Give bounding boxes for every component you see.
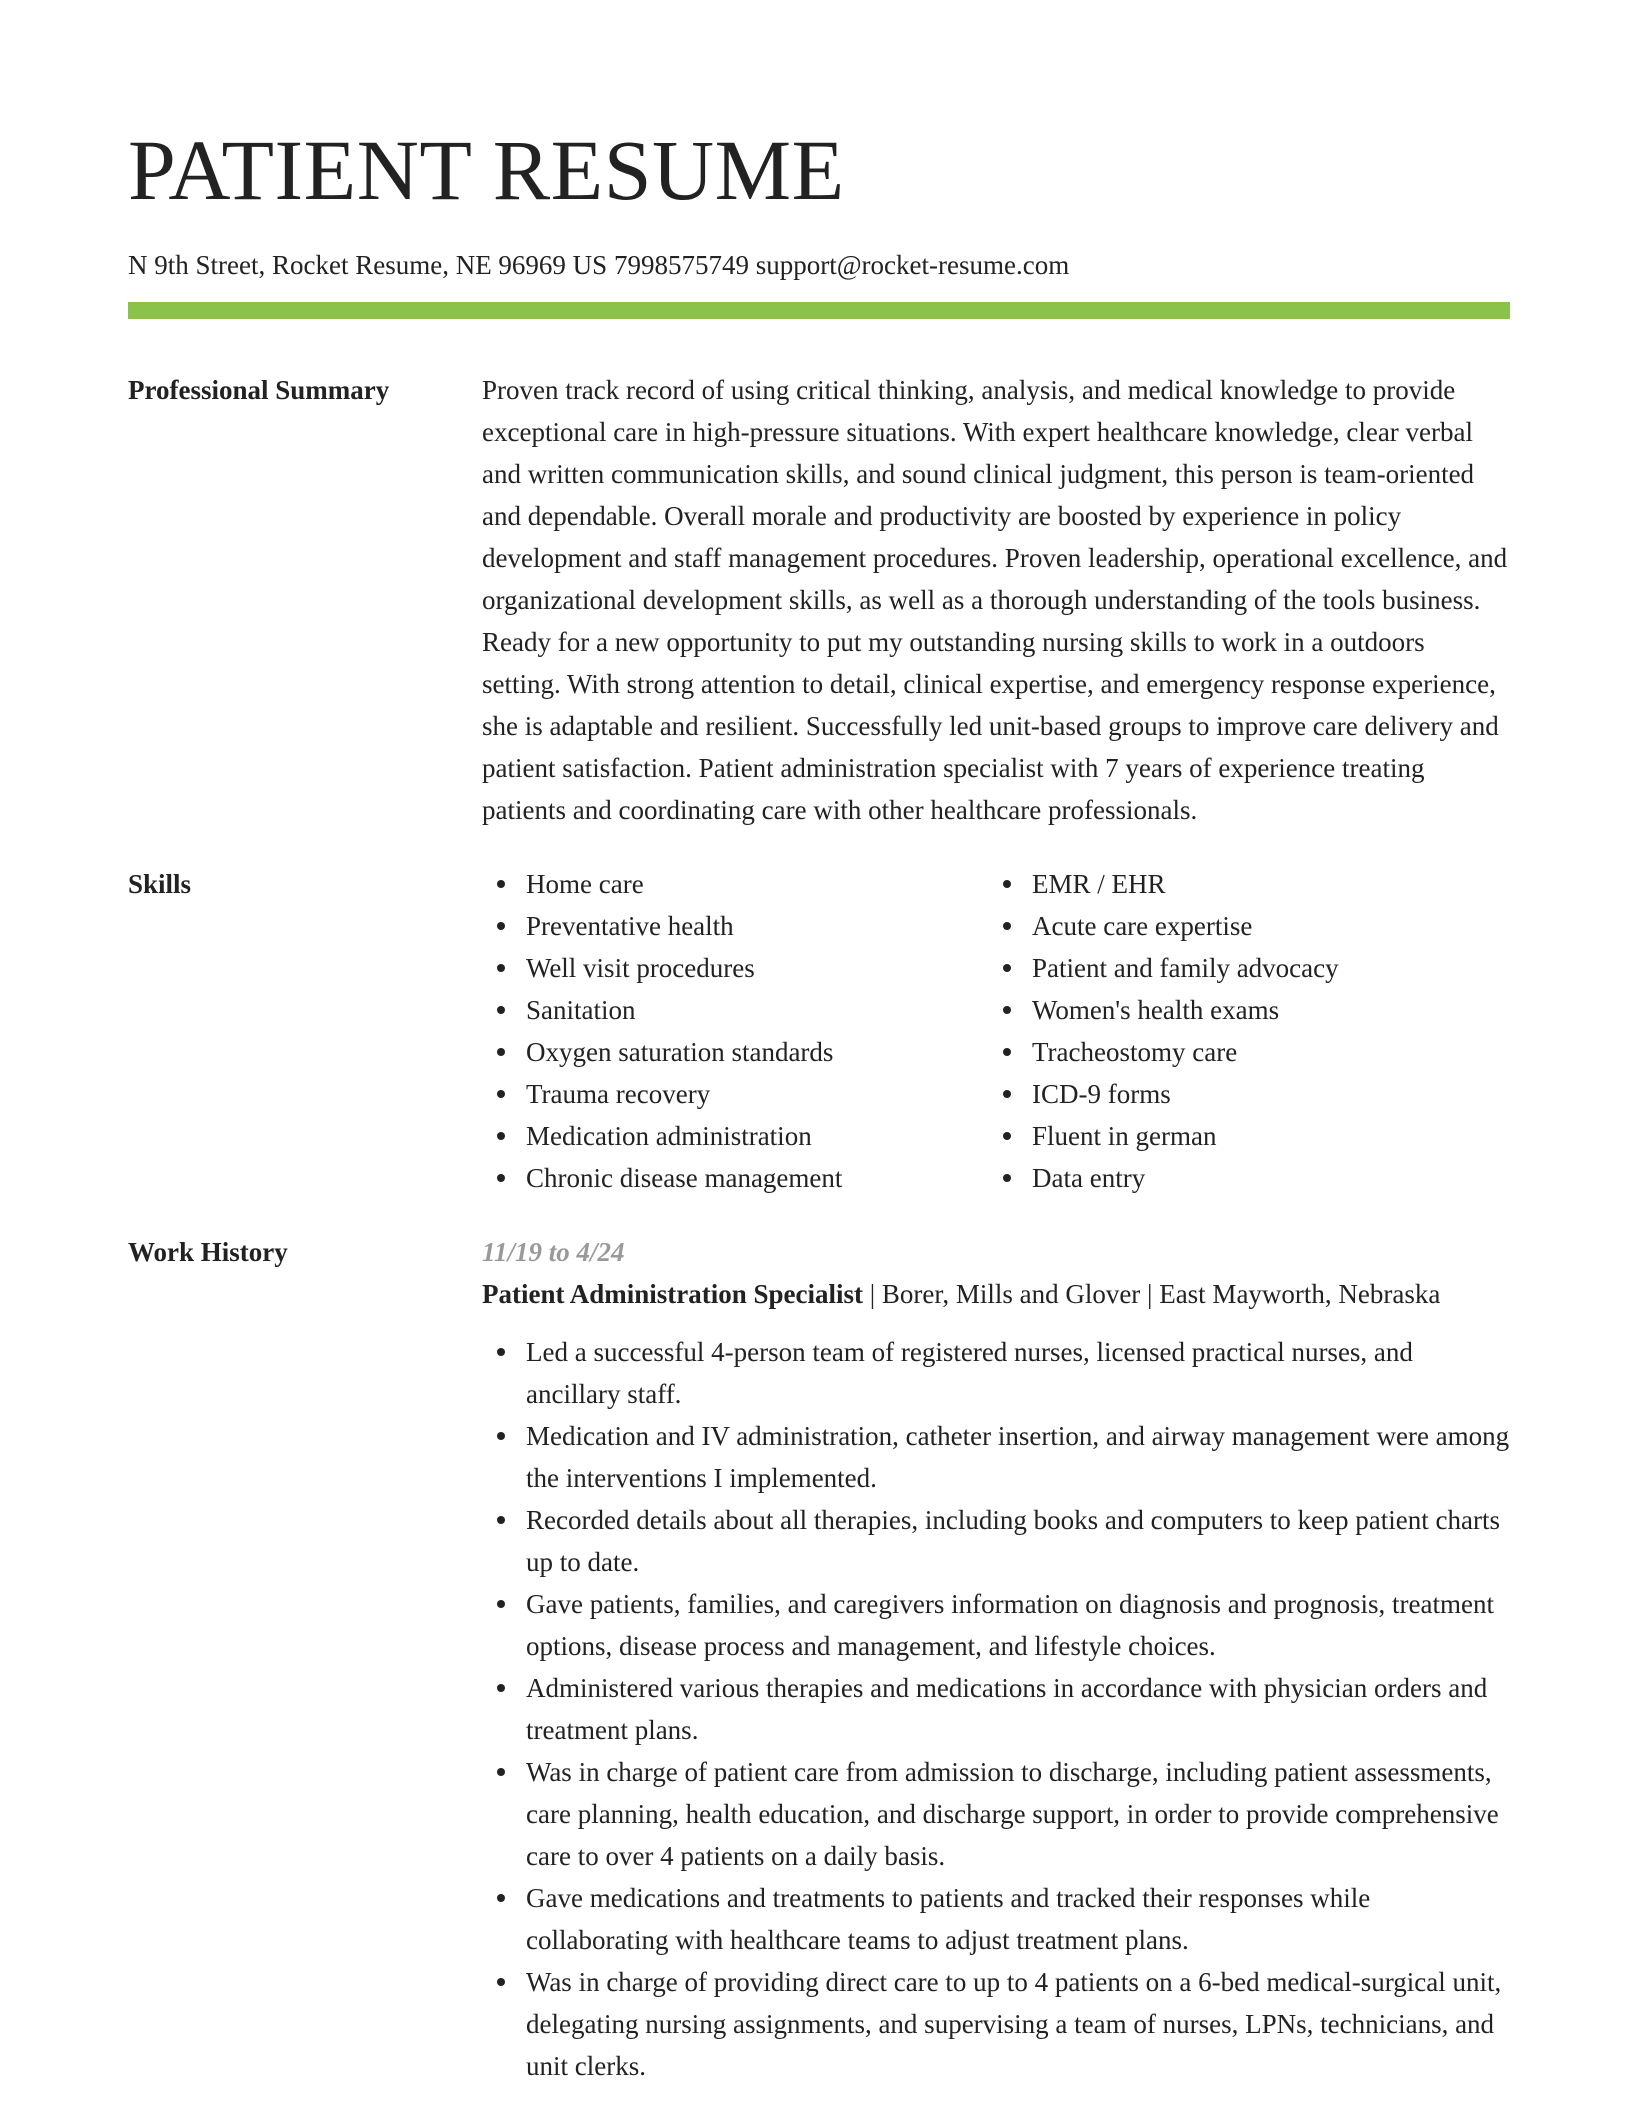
- skill-item: Medication administration: [482, 1115, 988, 1157]
- skill-item: Fluent in german: [988, 1115, 1494, 1157]
- skill-item: ICD-9 forms: [988, 1073, 1494, 1115]
- job-bullet: Led a successful 4-person team of registered nurses, licensed practical nurses, and ancillary staff.: [482, 1331, 1510, 1415]
- work-history-heading: Work History: [128, 1237, 288, 1267]
- resume-name: PATIENT RESUME: [128, 122, 845, 218]
- skill-item: Oxygen saturation standards: [482, 1031, 988, 1073]
- skill-item: Preventative health: [482, 905, 988, 947]
- skill-item: Acute care expertise: [988, 905, 1494, 947]
- contact-info: N 9th Street, Rocket Resume, NE 96969 US 7998575749 support@rocket-resume.com: [128, 250, 1070, 280]
- job-bullet: Gave medications and treatments to patients and tracked their responses while collaborating with healthcare teams to adjust treatment plans.: [482, 1877, 1510, 1961]
- job-bullet-list: [482, 1331, 1510, 2087]
- skill-item: Women's health exams: [988, 989, 1494, 1031]
- skills-list-left: [482, 863, 988, 1199]
- skill-item: Trauma recovery: [482, 1073, 988, 1115]
- skill-item: EMR / EHR: [988, 863, 1494, 905]
- summary-heading: Professional Summary: [128, 375, 390, 405]
- skills-heading: Skills: [128, 869, 192, 899]
- skill-item: Home care: [482, 863, 988, 905]
- summary-section: [128, 369, 1510, 831]
- job-bullet: Medication and IV administration, catheter insertion, and airway management were among the interventions I implemented.: [482, 1415, 1510, 1499]
- job-heading-line: [482, 1273, 1510, 1315]
- skill-item: Patient and family advocacy: [988, 947, 1494, 989]
- skills-section: [128, 863, 1510, 1199]
- skills-list-right: [988, 863, 1494, 1199]
- job-bullet: Was in charge of patient care from admission to discharge, including patient assessments, care planning, health education, and discharge support, in order to provide comprehensive care to over 4 patients on a daily basis.: [482, 1751, 1510, 1877]
- work-history-section: [128, 1231, 1510, 2087]
- skill-item: Well visit procedures: [482, 947, 988, 989]
- skill-item: Data entry: [988, 1157, 1494, 1199]
- job-bullet: Administered various therapies and medications in accordance with physician orders and treatment plans.: [482, 1667, 1510, 1751]
- accent-divider: [128, 302, 1510, 319]
- job-bullet: Was in charge of providing direct care to up to 4 patients on a 6-bed medical-surgical unit, delegating nursing assignments, and supervising a team of nurses, LPNs, technicians, and unit clerks.: [482, 1961, 1510, 2087]
- job-bullet: Recorded details about all therapies, including books and computers to keep patient charts up to date.: [482, 1499, 1510, 1583]
- job-title: Patient Administration Specialist: [482, 1279, 864, 1309]
- skill-item: Sanitation: [482, 989, 988, 1031]
- resume-page: [128, 0, 1510, 2087]
- skill-item: Tracheostomy care: [988, 1031, 1494, 1073]
- job-dates: 11/19 to 4/24: [482, 1237, 625, 1267]
- job-bullet: Gave patients, families, and caregivers information on diagnosis and prognosis, treatment options, disease process and management, and lifestyle choices.: [482, 1583, 1510, 1667]
- skill-item: Chronic disease management: [482, 1157, 988, 1199]
- skills-columns: [482, 863, 1510, 1199]
- job-details: | Borer, Mills and Glover | East Mayworth, Nebraska: [863, 1279, 1441, 1309]
- job-entry: [482, 1231, 1510, 2087]
- summary-text: Proven track record of using critical thinking, analysis, and medical knowledge to provide exceptional care in high-pressure situations. With expert healthcare knowledge, clear verbal and written communication skills, and sound clinical judgment, this person is team-oriented and dependable. Overall morale and productivity are boosted by experience in policy development and staff management procedures. Proven leadership, operational excellence, and organizational development skills, as well as a thorough understanding of the tools business. Ready for a new opportunity to put my outstanding nursing skills to work in a outdoors setting. With strong attention to detail, clinical expertise, and emergency response experience, she is adaptable and resilient. Successfully led unit-based groups to improve care delivery and patient satisfaction. Patient administration specialist with 7 years of experience treating patients and coordinating care with other healthcare professionals.: [482, 375, 1508, 825]
